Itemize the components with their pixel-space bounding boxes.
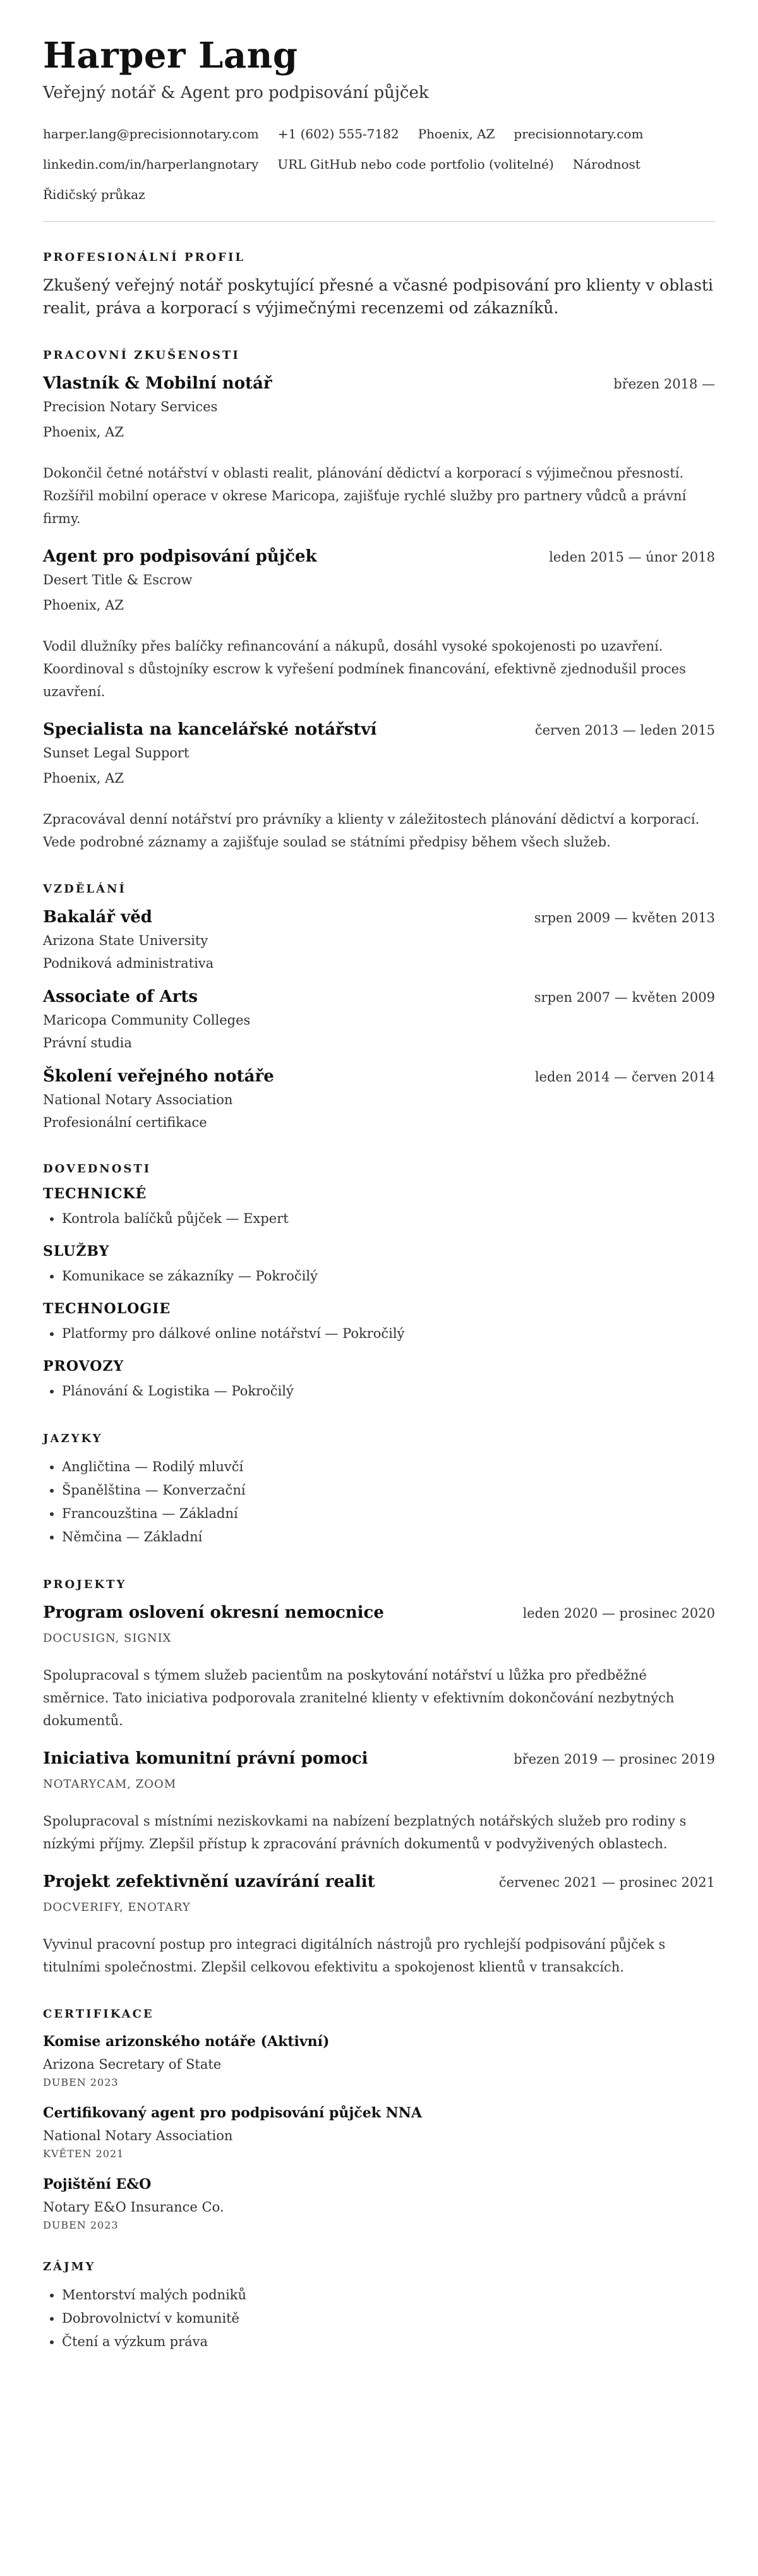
project-date: leden 2020 — prosinec 2020 [522, 1606, 715, 1621]
skill-item: • Plánování & Logistika — Pokročilý [62, 1380, 715, 1403]
experience-entry [43, 718, 715, 853]
skill-group [43, 1358, 715, 1403]
experience-entry [43, 545, 715, 703]
language-item: • Němčina — Základní [62, 1526, 715, 1549]
project-date: březen 2019 — prosinec 2019 [514, 1752, 715, 1767]
degree-date: srpen 2009 — květen 2013 [534, 910, 715, 925]
header-divider [43, 221, 715, 222]
study-field: Podniková administrativa [43, 956, 214, 971]
project-tools: DOCUSIGN, SIGNIX [43, 1632, 172, 1645]
job-title: Specialista na kancelářské notářství [43, 720, 377, 739]
skills-heading: DOVEDNOSTI [43, 1162, 152, 1176]
degree-date: srpen 2007 — květen 2009 [534, 990, 715, 1005]
certification-name: Pojištění E&O [43, 2176, 152, 2193]
profile-heading: PROFESIONÁLNÍ PROFIL [43, 251, 246, 264]
job-description: Vodil dlužníky přes balíčky refinancování a nákupů, dosáhl vysoké spokojenosti po uzavření. Koordinoval s důstojníky escrow k vyřešení podmínek financování, efektivně zjednodušil proces uzavření. [43, 639, 686, 699]
certification-entry [43, 2031, 715, 2088]
languages-section [43, 1432, 715, 1549]
languages-heading: JAZYKY [43, 1432, 103, 1445]
certification-name: Komise arizonského notáře (Aktivní) [43, 2033, 330, 2050]
profile-section [43, 251, 715, 320]
project-description: Spolupracoval s týmem služeb pacientům na poskytování notářství u lůžka pro předběžné směrnice. Tato iniciativa podporovala zranitelné klienty v efektivním dokončování nezbytných dokumentů. [43, 1668, 675, 1728]
job-description: Zpracovával denní notářství pro právníky a klienty v záležitostech plánování dědictví a korporací. Vede podrobné záznamy a zajišťuje soulad se státními předpisy během všech služeb. [43, 812, 700, 850]
contact-linkedin[interactable]: linkedin.com/in/harperlangnotary [43, 157, 259, 172]
job-location: Phoenix, AZ [43, 424, 124, 440]
profile-summary: Zkušený veřejný notář poskytující přesné a včasné podpisování pro klienty v oblasti realit, práva a korporací s výjimečnými recenzemi od zákazníků. [43, 276, 713, 317]
job-title: Vlastník & Mobilní notář [43, 374, 272, 393]
interest-item: • Čtení a výzkum práva [62, 2330, 715, 2354]
project-entry [43, 1747, 715, 1855]
skill-item: • Kontrola balíčků půjček — Expert [62, 1207, 715, 1231]
contact-phone[interactable]: +1 (602) 555-7182 [277, 126, 399, 141]
certification-date: DUBEN 2023 [43, 2076, 119, 2088]
contact-location: Phoenix, AZ [418, 126, 495, 141]
degree-title: Associate of Arts [43, 987, 198, 1006]
skill-group-title: TECHNICKÉ [43, 1186, 147, 1202]
experience-entry [43, 372, 715, 530]
interests-heading: ZÁJMY [43, 2260, 96, 2273]
study-field: Profesionální certifikace [43, 1115, 207, 1130]
contact-email[interactable]: harper.lang@precisionnotary.com [43, 126, 259, 141]
candidate-name: Harper Lang [43, 35, 298, 76]
job-company: Sunset Legal Support [43, 745, 190, 761]
study-field: Právní studia [43, 1035, 132, 1050]
project-tools: NOTARYCAM, ZOOM [43, 1778, 177, 1791]
skill-group [43, 1243, 715, 1288]
job-company: Desert Title & Escrow [43, 572, 193, 587]
interest-item: • Dobrovolnictví v komunitě [62, 2307, 715, 2330]
skill-group-title: TECHNOLOGIE [43, 1301, 171, 1317]
project-tools: DOCVERIFY, ENOTARY [43, 1901, 191, 1914]
language-item: • Španělština — Konverzační [62, 1479, 715, 1502]
project-description: Spolupracoval s místními neziskovkami na nabízení bezplatných notářských služeb pro rodiny s nízkými příjmy. Zlepšil přístup k zpracování právních dokumentů v podvyživených oblastech. [43, 1814, 687, 1851]
certification-name: Certifikovaný agent pro podpisování půjček NNA [43, 2105, 422, 2121]
experience-heading: PRACOVNÍ ZKUŠENOSTI [43, 349, 240, 362]
certification-issuer: Notary E&O Insurance Co. [43, 2200, 224, 2215]
interest-item: • Mentorství malých podniků [62, 2284, 715, 2307]
contact-list [43, 121, 715, 207]
certification-entry [43, 2102, 715, 2160]
candidate-tagline: Veřejný notář & Agent pro podpisování půjček [43, 83, 429, 102]
projects-heading: PROJEKTY [43, 1578, 127, 1591]
skills-section [43, 1162, 715, 1403]
certification-issuer: Arizona Secretary of State [43, 2057, 222, 2072]
education-section [43, 882, 715, 1133]
project-entry [43, 1601, 715, 1732]
project-entry [43, 1870, 715, 1978]
certifications-section [43, 2007, 715, 2231]
job-location: Phoenix, AZ [43, 771, 124, 786]
skill-group-title: PROVOZY [43, 1358, 124, 1375]
degree-title: Bakalář věd [43, 908, 152, 927]
job-company: Precision Notary Services [43, 399, 218, 414]
education-entry [43, 1065, 715, 1133]
certification-entry [43, 2174, 715, 2231]
project-name: Iniciativa komunitní právní pomoci [43, 1749, 368, 1768]
school-name: Maricopa Community Colleges [43, 1013, 251, 1028]
language-item: • Francouzština — Základní [62, 1502, 715, 1526]
education-entry [43, 906, 715, 974]
contact-license: Řidičský průkaz [43, 187, 145, 202]
school-name: National Notary Association [43, 1092, 233, 1107]
contact-portfolio[interactable]: URL GitHub nebo code portfolio (volitelné) [277, 157, 554, 172]
certification-date: KVĚTEN 2021 [43, 2148, 124, 2160]
project-name: Program oslovení okresní nemocnice [43, 1603, 384, 1622]
project-description: Vyvinul pracovní postup pro integraci digitálních nástrojů pro rychlejší podpisování půjček s titulními společnostmi. Zlepšil celkovou efektivitu a spokojenost klientů v transakcích. [43, 1937, 666, 1975]
skill-group [43, 1186, 715, 1231]
education-heading: VZDĚLÁNÍ [43, 882, 126, 896]
project-name: Projekt zefektivnění uzavírání realit [43, 1872, 375, 1891]
projects-section [43, 1578, 715, 1978]
skill-group [43, 1301, 715, 1345]
education-entry [43, 985, 715, 1054]
language-item: • Angličtina — Rodilý mluvčí [62, 1455, 715, 1479]
skill-item: • Komunikace se zákazníky — Pokročilý [62, 1265, 715, 1288]
job-location: Phoenix, AZ [43, 598, 124, 613]
experience-section [43, 349, 715, 853]
interests-section [43, 2260, 715, 2354]
job-date: březen 2018 — [613, 376, 715, 392]
project-date: červenec 2021 — prosinec 2021 [498, 1875, 715, 1890]
certification-date: DUBEN 2023 [43, 2219, 119, 2231]
job-date: červen 2013 — leden 2015 [534, 723, 715, 738]
skill-item: • Platformy pro dálkové online notářství — Pokročilý [62, 1322, 715, 1345]
contact-nationality: Národnost [572, 157, 641, 172]
contact-website[interactable]: precisionnotary.com [514, 126, 644, 141]
job-date: leden 2015 — únor 2018 [549, 550, 715, 565]
job-title: Agent pro podpisování půjček [43, 547, 317, 566]
skill-group-title: SLUŽBY [43, 1243, 110, 1260]
degree-date: leden 2014 — červen 2014 [534, 1069, 715, 1085]
certification-issuer: National Notary Association [43, 2128, 233, 2143]
certifications-heading: CERTIFIKACE [43, 2007, 154, 2021]
languages-list [43, 1455, 715, 1549]
degree-title: Školení veřejného notáře [43, 1067, 274, 1086]
job-description: Dokončil četné notářství v oblasti realit, plánování dědictví a korporací s výjimečnou přesností. Rozšířil mobilní operace v okrese Maricopa, zajišťuje rychlé služby pro partnery vůdců a právní firmy. [43, 466, 687, 526]
resume-header [43, 35, 715, 222]
school-name: Arizona State University [43, 933, 208, 948]
interests-list [43, 2284, 715, 2354]
